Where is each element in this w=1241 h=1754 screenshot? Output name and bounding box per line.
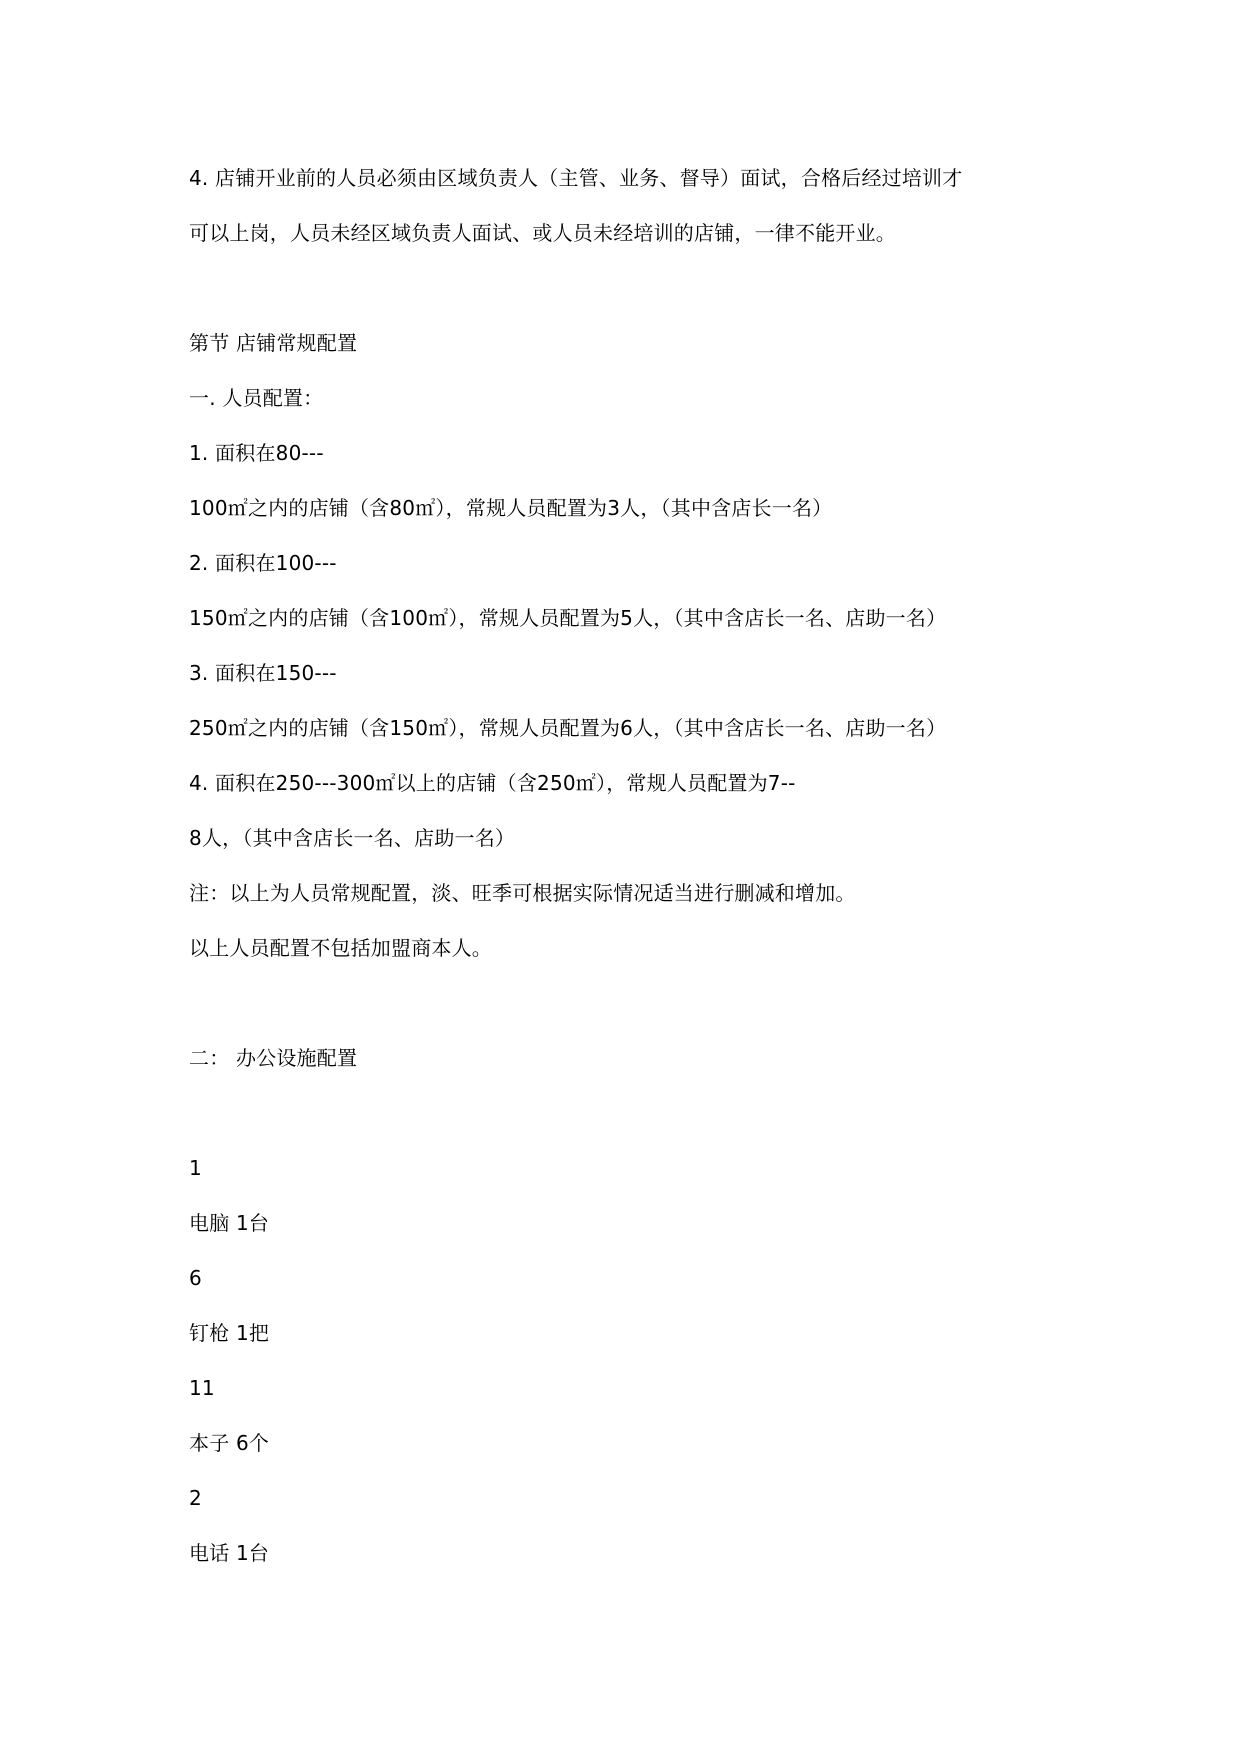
item-number: 6 (189, 1266, 202, 1290)
item-text: 本子 6个 (189, 1431, 270, 1455)
list-item-continuation: 150㎡之内的店铺（含100㎡），常规人员配置为5人，（其中含店长一名、店助一名） (189, 606, 947, 630)
item-number: 1 (189, 1156, 202, 1180)
list-item: 1. 面积在80--- (189, 441, 324, 465)
list-item: 2. 面积在100--- (189, 551, 337, 575)
subsection-heading: 二： 办公设施配置 (189, 1046, 358, 1070)
list-item: 4. 面积在250---300㎡以上的店铺（含250㎡），常规人员配置为7-- (189, 771, 796, 795)
list-item-continuation: 250㎡之内的店铺（含150㎡），常规人员配置为6人，（其中含店长一名、店助一名） (189, 716, 947, 740)
list-item: 3. 面积在150--- (189, 661, 337, 685)
note-line: 注：以上为人员常规配置，淡、旺季可根据实际情况适当进行删减和增加。 (189, 881, 856, 905)
section-heading: 第节 店铺常规配置 (189, 331, 358, 355)
item-text: 电脑 1台 (189, 1211, 270, 1235)
subsection-heading: 一. 人员配置： (189, 386, 324, 410)
list-item-continuation: 100㎡之内的店铺（含80㎡），常规人员配置为3人，（其中含店长一名） (189, 496, 833, 520)
item-text: 钉枪 1把 (189, 1321, 270, 1345)
paragraph-line: 4. 店铺开业前的人员必须由区域负责人（主管、业务、督导）面试，合格后经过培训才 (189, 166, 963, 190)
list-item-continuation: 8人，（其中含店长一名、店助一名） (189, 826, 516, 850)
note-line: 以上人员配置不包括加盟商本人。 (189, 936, 492, 960)
item-text: 电话 1台 (189, 1541, 270, 1565)
item-number: 2 (189, 1486, 202, 1510)
paragraph-line: 可以上岗，人员未经区域负责人面试、或人员未经培训的店铺，一律不能开业。 (189, 221, 896, 245)
item-number: 11 (189, 1376, 215, 1400)
